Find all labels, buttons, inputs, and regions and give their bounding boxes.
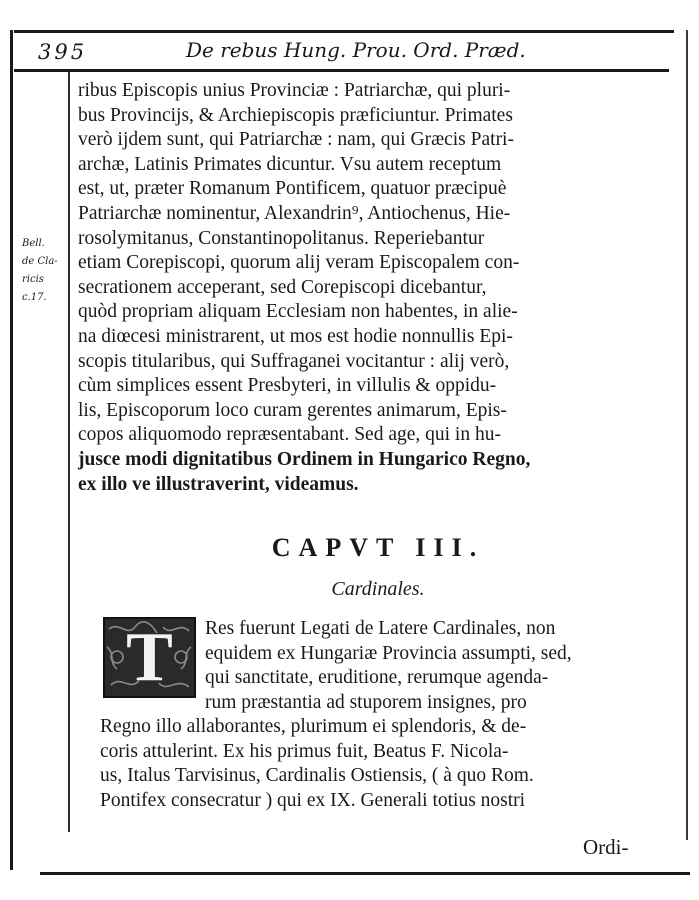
text-line: est, ut, præter Romanum Pontificem, quatuor præcipuè xyxy=(78,178,507,200)
page-number: 395 xyxy=(38,40,88,64)
text-line: cùm simplices essent Presbyteri, in villulis & oppidu- xyxy=(78,375,497,397)
left-frame-rule xyxy=(10,30,13,870)
top-rule xyxy=(14,30,674,33)
text-line: ex illo ve illustraverint, videamus. xyxy=(78,473,359,495)
marginal-note-line: Bell. xyxy=(22,238,45,249)
margin-column-rule xyxy=(68,72,70,832)
marginal-note-line: de Cla- xyxy=(22,256,58,267)
marginal-note-line: c.17. xyxy=(22,292,47,303)
body-paragraph xyxy=(78,79,678,497)
chapter-paragraph-indented xyxy=(205,617,675,715)
text-line: scopis titularibus, qui Suffraganei vocitantur : alij verò, xyxy=(78,350,510,372)
text-line: rosolymitanus, Constantinopolitanus. Reperiebantur xyxy=(78,227,485,249)
initial-letter: T xyxy=(126,619,173,696)
text-line: equidem ex Hungariæ Provincia assumpti, sed, xyxy=(205,642,572,664)
bottom-rule xyxy=(40,872,690,875)
text-line: copos aliquomodo repræsentabant. Sed age, qui in hu- xyxy=(78,424,501,446)
catchword: Ordi- xyxy=(583,835,629,859)
chapter-subtitle: Cardinales. xyxy=(331,578,425,600)
marginal-note xyxy=(22,235,58,307)
text-line: secrationem acceperant, sed Corepiscopi dicebantur, xyxy=(78,276,487,298)
text-line: rum præstantia ad stuporem insignes, pro xyxy=(205,691,527,713)
chapter-heading: CAPVT III. xyxy=(271,533,485,562)
text-line: us, Italus Tarvisinus, Cardinalis Ostiensis, ( à quo Rom. xyxy=(100,765,534,786)
text-line: Regno illo allaborantes, plurimum ei splendoris, & de- xyxy=(100,716,527,737)
marginal-note-line: ricis xyxy=(22,274,44,285)
text-line: etiam Corepiscopi, quorum alij veram Episcopalem con- xyxy=(78,252,520,274)
text-line: Pontifex consecratur ) qui ex IX. Generali totius nostri xyxy=(100,789,526,811)
text-line: verò ijdem sunt, qui Patriarchæ : nam, qui Græcis Patri- xyxy=(78,129,514,151)
text-line: archæ, Latinis Primates dicuntur. Vsu autem receptum xyxy=(78,153,502,175)
text-line: quòd propriam aliquam Ecclesiam non habentes, in alie- xyxy=(78,301,518,323)
decorated-initial xyxy=(103,617,196,698)
text-line: lis, Episcoporum loco curam gerentes animarum, Epis- xyxy=(78,399,507,421)
text-line: jusce modi dignitatibus Ordinem in Hungarico Regno, xyxy=(78,448,531,470)
text-line: coris attulerint. Ex his primus fuit, Beatus F. Nicola- xyxy=(100,740,509,762)
text-line: qui sanctitate, eruditione, rerumque agenda- xyxy=(205,667,549,688)
text-line: bus Provincijs, & Archiepiscopis præficiuntur. Primates xyxy=(78,104,513,126)
chapter-paragraph xyxy=(100,715,680,813)
text-line: ribus Episcopis unius Provinciæ : Patriarchæ, qui pluri- xyxy=(78,80,511,101)
text-line: na diœcesi ministrarent, ut mos est hodie nonnullis Epi- xyxy=(78,325,513,347)
right-frame-rule xyxy=(686,30,688,840)
running-title: De rebus Hung. Prou. Ord. Præd. xyxy=(186,38,526,62)
text-line: Patriarchæ nominentur, Alexandrin⁹, Antiochenus, Hie- xyxy=(78,202,511,224)
header-rule xyxy=(14,69,669,72)
text-line: Res fuerunt Legati de Latere Cardinales, non xyxy=(205,618,556,639)
